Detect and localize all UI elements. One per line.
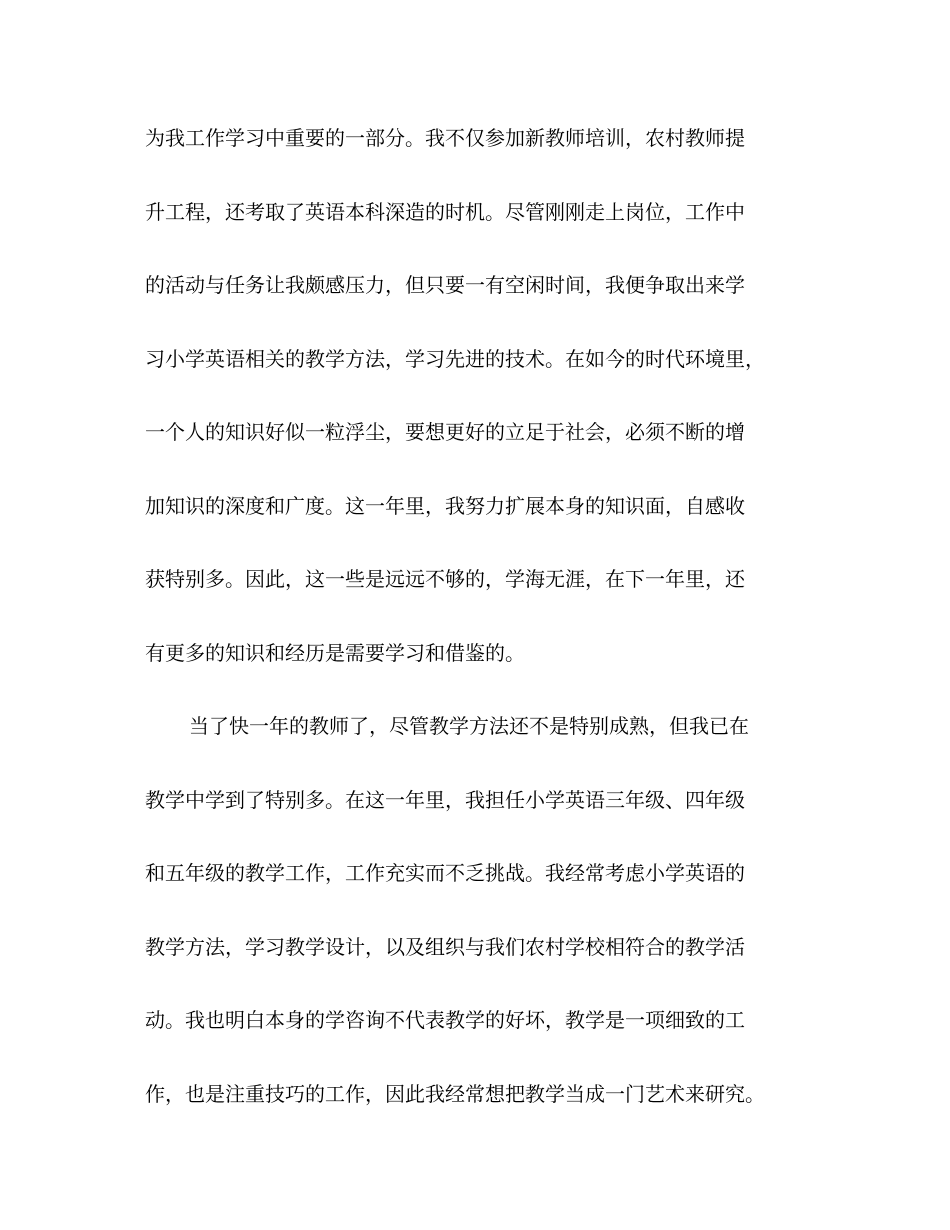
text-line: 有更多的知识和经历是需要学习和借鉴的。 — [145, 640, 525, 665]
text-line: 加知识的深度和广度。这一年里，我努力扩展本身的知识面，自感收 — [145, 493, 745, 518]
text-line: 一个人的知识好似一粒浮尘，要想更好的立足于社会，必须不断的增 — [145, 420, 745, 444]
text-line: 获特别多。因此，这一些是远远不够的，学海无涯，在下一年里，还 — [145, 567, 745, 591]
text-line: 的活动与任务让我颇感压力，但只要一有空闲时间，我便争取出来学 — [145, 273, 745, 297]
text-line: 升工程，还考取了英语本科深造的时机。尽管刚刚走上岗位，工作中 — [145, 199, 745, 224]
text-line: 和五年级的教学工作，工作充实而不乏挑战。我经常考虑小学英语的 — [145, 861, 745, 885]
document-body — [145, 114, 815, 1143]
text-line: 教学中学到了特别多。在这一年里，我担任小学英语三年级、四年级 — [145, 787, 745, 812]
text-line: 习小学英语相关的教学方法，学习先进的技术。在如今的时代环境里， — [145, 346, 765, 371]
text-line: 动。我也明白本身的学咨询不代表教学的好坏，教学是一项细致的工 — [145, 1008, 745, 1032]
paragraph-start-line: 当了快一年的教师了，尽管教学方法还不是特别成熟，但我已在 — [189, 714, 749, 738]
text-line: 为我工作学习中重要的一部分。我不仅参加新教师培训，农村教师提 — [145, 126, 745, 150]
text-line: 教学方法，学习教学设计，以及组织与我们农村学校相符合的教学活 — [145, 934, 745, 959]
text-line: 作，也是注重技巧的工作，因此我经常想把教学当成一门艺术来研究。 — [145, 1081, 765, 1106]
